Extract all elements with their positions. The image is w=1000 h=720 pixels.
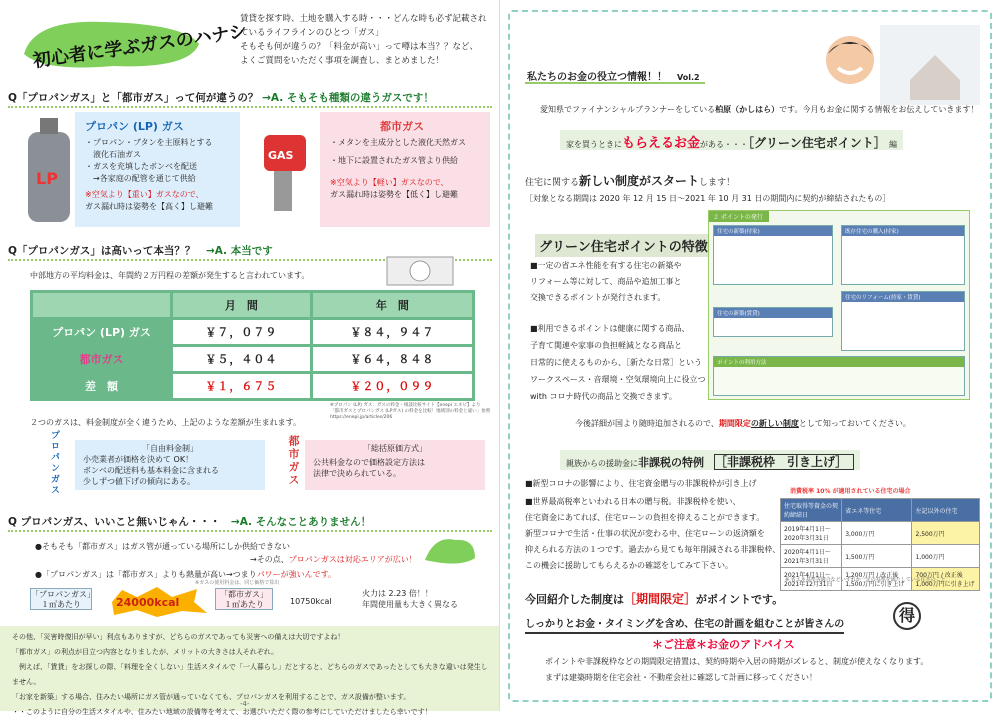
free-pricing-box: 「自由料金制」 小売業者が価格を決めて OK！ ボンベの配送料も基本料金に含まれる 少しずつ値下げの傾向にある。 — [75, 440, 265, 490]
period-text: ［対象となる期間は 2020 年 12 月 15 日～2021 年 10 月 31 日の期間内に契約が締結されたもの］ — [525, 194, 891, 203]
right-header: 私たちのお金の役立つ情報！！ Vol.2 — [527, 72, 700, 83]
benefit-2: ●「プロパンガス」は「都市ガス」よりも熱量が高い→つまりパワーが強いんです。 — [35, 570, 337, 579]
tax-table: 住宅取得等資金の契約締結日 省エネ等住宅 左記以外の住宅 2019年4月1日～2020年3月31日 3,000万円 2,500万円 2020年4月1日～2021年3月31日 1,500万円 1,000万円 2021年4月1日～2021年12月31日 1,200万円 / 改正後1,500万円に引き上げ 700万円 / 改正後1,000万円に引き上げ — [780, 498, 980, 591]
lp-calorie-label: 「プロパンガス」 １㎥あたり — [31, 590, 95, 609]
table-row: 2021年4月1日～2021年12月31日 1,200万円 / 改正後1,500万円に引き上げ 700万円 / 改正後1,000万円に引き上げ — [781, 568, 980, 591]
page-number: -4- — [240, 700, 250, 708]
feature-list-1: ■一定の省エネ性能を有する住宅の新築や リフォーム等に対して、商品や追加工事と 交換できるポイントが発行されます。 — [530, 261, 682, 302]
house-photo-icon — [880, 25, 980, 105]
left-page — [0, 0, 500, 716]
subtitle-green-point: 家を買うときにもらえるお金がある・・・［グリーン住宅ポイント］ 編 — [560, 130, 903, 150]
city-calorie-value: 10750kcal — [290, 597, 332, 606]
advice-1: ポイントや非課税枠などの期間限定措置は、契約時期や入居の時期がズレると、制度が使えなくなります。 — [545, 657, 929, 666]
vertical-label-lp: プロパンガス — [49, 430, 59, 496]
tax-point-2: ■世界最高税率といわれる日本の贈与税。非課税枠を使い、 住宅資金にあてれば、住宅ローンの負担を抑えることができます。 新型コロナで生活・仕事の状況が変わる中、住宅ローンの返済額を 抑えられる方法の１つです。過去から見ても毎年削減される非課税枠、 この機会に援助してもらえるかの確認をしてみて下さい。 — [525, 497, 781, 570]
table-row: 2020年4月1日～2021年3月31日 1,500万円 1,000万円 — [781, 545, 980, 568]
advice-2: まずは建築時期を住宅会社・不動産会社に確認して計画に移ってください！ — [545, 673, 817, 682]
mini-table: 住宅の新築(持家) — [713, 225, 833, 285]
question-1: Q「プロパンガス」と「都市ガス」って何が違うの？ →A. そもそも種類の違うガスです！ — [8, 90, 492, 108]
lp-gas-box: プロパン (LP) ガス ・プロパン・ブタンを主原料とする 液化石油ガス ・ガスを充填したボンベを配送 →各家庭の配管を通じて供給 ※空気より【重い】ガスなので、 ガス漏れ時は姿勢を【高く】し避難 — [75, 112, 240, 227]
writer-intro: 愛知県でファイナンシャルプランナーをしている柏原（かしはら）です。今月もお金に関する情報をお伝えしていきます！ — [540, 105, 979, 114]
mini-table: 既存住宅の購入(持家) — [841, 225, 965, 285]
mini-table: ポイントの利用方法 — [713, 356, 965, 396]
average-text: 中部地方の平均料金は、年間約２万円程の差額が発生すると言われています。 — [30, 271, 310, 280]
advice-title: ＊ご注意＊お金のアドバイス — [652, 638, 795, 651]
difference-text: ２つのガスは、料金制度が全く違うため、上記のような差額が生まれます。 — [30, 418, 302, 427]
mini-table: 住宅の新築(賃貸) — [713, 307, 833, 337]
table-row: 差 額 ￥１，６７５ ￥２０，０９９ — [32, 373, 474, 400]
lp-cylinder-icon — [18, 112, 78, 227]
cost-based-box: 「総括原価方式」 公共料金なので価格設定方法は 法律で決められている。 — [305, 440, 485, 490]
tax-footnote: ※ 省エネ基準等適合などいずれか一定の基準を満たしている住宅のこと。 — [785, 577, 951, 583]
small-note: ※ガスの使用料金は、同じ価格で算出 — [195, 580, 280, 586]
svg-text:LP: LP — [36, 169, 58, 188]
feature-title: グリーン住宅ポイントの特徴 — [535, 234, 712, 257]
avatar — [820, 30, 880, 90]
conclusion-2: しっかりとお金・タイミングを含め、住宅の計画を組むことが皆さんの — [525, 615, 844, 634]
table-row: 2019年4月1日～2020年3月31日 3,000万円 2,500万円 — [781, 522, 980, 545]
toku-badge: 得 — [893, 602, 921, 630]
tax-point-1: ■新型コロナの影響により、住宅資金贈与の非課税枠が引き上げ — [525, 479, 757, 488]
subtitle-tax-exemption: 親族からの援助金に非課税の特例 ［非課税枠 引き上げ］ — [560, 450, 860, 470]
feature-list-2: ■利用できるポイントは健康に関する商品、 子育て関連や家事の負担軽減となる商品と 日常的に使えるものから、［新たな日常］という ワークスペース・音環境・空気環境向上に役立つ with コロナ時代の商品と交換できます。 — [530, 324, 706, 401]
logo-title: 初心者に学ぶガスのハナシ — [31, 21, 249, 72]
gas-meter-icon — [258, 125, 322, 215]
table-row: 都市ガス ￥５，４０４ ￥６４，８４８ — [32, 346, 474, 373]
city-calorie-label: 「都市ガス」 １㎥あたり — [215, 588, 273, 610]
map-icon — [420, 530, 480, 570]
footer-notes: その他、「災害時復旧が早い」利点もありますが、どちらのガスであっても災害への備えは大切ですよね！ 「都市ガス」の利点が目立つ内容となりましたが、メリットの大きさは人それぞれ。 例えば、「賃貸」をお探しの際、「料理を全くしない」生活スタイルで「一人暮らし」だとすると、どちらのガスであったとしても大きな違いは発生しません。 「お家を新築」する場合、住みたい場所にガス管が通っていなくても、プロパンガスを利用することで、ガス設備が整います。 ・・このように自分の生活スタイルや、住みたい地域の設備等を考えて、お選びいただく際の参考にしていただけましたら幸いです！ — [0, 626, 500, 711]
fire-power-text: 火力は 2.23 倍！！ 年間使用量も大きく異なる — [362, 589, 458, 609]
price-table: 月 間 年 間 プロパン (LP) ガス ￥７，０７９ ￥８４，９４７ 都市ガス ￥５，４０４ ￥６４，８４８ 差 額 ￥１，６７５ ￥２０，０９９ — [30, 290, 475, 401]
city-gas-box: 都市ガス ・メタンを主成分とした液化天然ガス ・地下に設置されたガス管より供給 ※空気より【軽い】ガスなので、 ガス漏れ時は姿勢を【低く】し避難 — [320, 112, 490, 227]
lp-calorie-value: 24000kcal — [116, 596, 180, 609]
intro-text: 賃貸を探す時、土地を購入する時・・・どんな時も必ず記載され ているライフラインのひとつ「ガス」 そもそも何が違うの？「料金が高い」って噂は本当？？など、 よくご質問をいただく事項を調査し、まとめました！ — [240, 14, 487, 66]
conclusion-1: 今回紹介した制度は［期間限定］がポイントです。 — [525, 592, 784, 606]
svg-text:GAS: GAS — [268, 149, 294, 162]
vertical-label-city: 都市ガス — [287, 435, 300, 487]
tax-note: 消費税率 10% が適用されている住宅の場合 — [790, 488, 911, 495]
point-summary-image: ２ ポイントの発行 住宅の新築(持家) 既存住宅の購入(持家) 住宅の新築(賃貸) 住宅のリフォーム(持家・賃貸) ポイントの利用方法 — [708, 210, 970, 400]
new-system-text: 住宅に関する新しい制度がスタートします！ — [525, 174, 736, 188]
table-row: プロパン (LP) ガス ￥７，０７９ ￥８４，９４７ — [32, 319, 474, 346]
money-icon — [385, 255, 455, 287]
question-2: Q「プロパンガス」は高いって本当？？ →A. 本当です — [8, 243, 492, 261]
mini-table: 住宅のリフォーム(持家・賃貸) — [841, 291, 965, 351]
header-underline — [525, 82, 705, 84]
benefit-1: ●そもそも「都市ガス」はガス管が通っている場所にしか供給できない →その点、プロパンガスは対応エリアが広い！ — [35, 542, 417, 564]
detail-text: 今後詳細が国より随時追加されるので、期間限定の新しい制度として知っておいてください。 — [575, 419, 911, 428]
question-3: Q プロパンガス、いいこと無いじゃん・・・ →A. そんなことありません！ — [8, 514, 492, 532]
source-note: ※プロパン (LP) ガス：ガスの料金・相談比較サイト【enepi エネピ】より 「都市ガスとプロパンガス (LPガス) の料金を比較！地域別の料金と違い」参照 https://enepi.jp/articles/206 — [330, 403, 491, 420]
